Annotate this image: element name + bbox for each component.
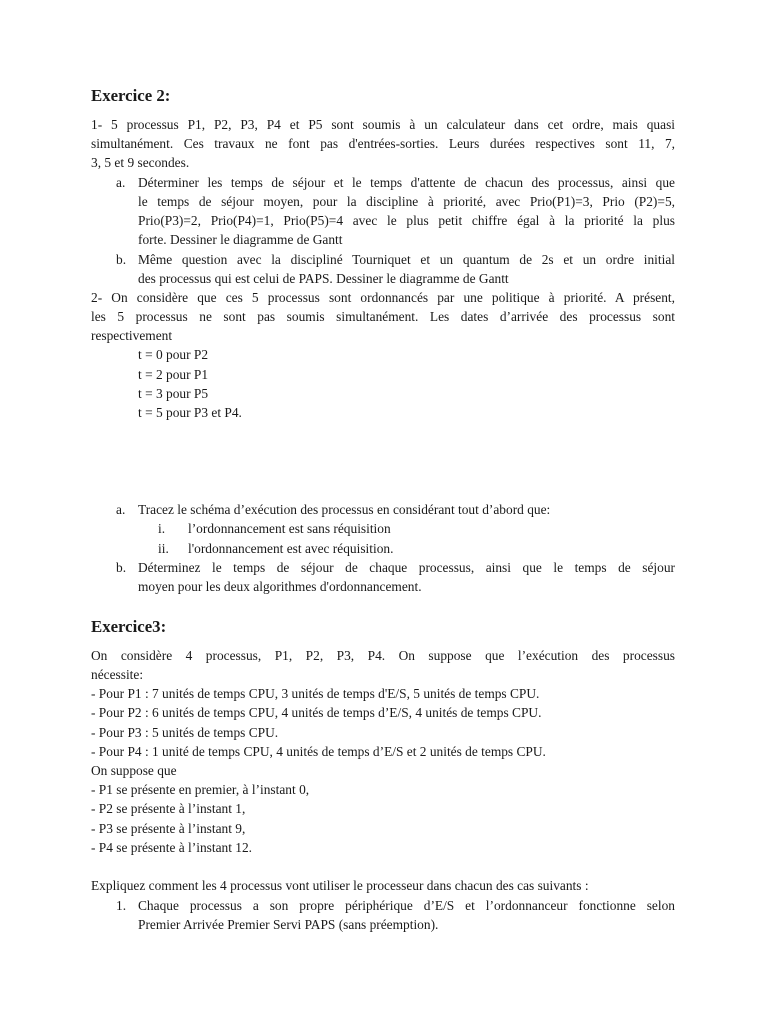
ex2-item-a-line-4: forte. Dessiner le diagramme de Gantt	[138, 232, 343, 247]
ex2-subitem-i-text: l’ordonnancement est sans réquisition	[188, 521, 391, 536]
ex2-item-a-line-3: Prio(P3)=2, Prio(P4)=1, Prio(P5)=4 avec le plus petit chiffre égal à la priorité la plus	[138, 213, 675, 228]
ex3-intro-line-2: nécessite:	[91, 667, 144, 682]
ex3-arrival-p2: - P2 se présente à l’instant 1,	[91, 801, 246, 816]
arrival-time-p1: t = 2 pour P1	[138, 367, 209, 382]
ex2-subitem-ii-text: l'ordonnancement est avec réquisition.	[188, 541, 394, 556]
ex2-question-b-marker: b.	[116, 560, 127, 575]
ex2-item-a-marker: a.	[116, 175, 126, 190]
ex3-intro-line-1: On considère 4 processus, P1, P2, P3, P4. On suppose que l’exécution des processus	[91, 648, 675, 663]
ex2-subitem-ii-marker: ii.	[158, 541, 169, 556]
ex3-item-1-line-2: Premier Arrivée Premier Servi PAPS (sans préemption).	[138, 917, 439, 932]
ex2-paragraph-1-line-2: simultanément. Ces travaux ne font pas d'entrées-sorties. Leurs durées respectives sont 11, 7,	[91, 136, 675, 151]
ex3-explain-question: Expliquez comment les 4 processus vont utiliser le processeur dans chacun des cas suivants :	[91, 878, 589, 893]
ex2-question-b-line-1: Déterminez le temps de séjour de chaque processus, ainsi que le temps de séjour	[138, 560, 675, 575]
ex3-need-p1: - Pour P1 : 7 unités de temps CPU, 3 unités de temps d'E/S, 5 unités de temps CPU.	[91, 686, 540, 701]
ex3-arrival-p4: - P4 se présente à l’instant 12.	[91, 840, 253, 855]
ex2-question-b-line-2: moyen pour les deux algorithmes d'ordonnancement.	[138, 579, 422, 594]
arrival-time-p3-p4: t = 5 pour P3 et P4.	[138, 405, 242, 420]
ex2-item-b-line-2: des processus qui est celui de PAPS. Dessiner le diagramme de Gantt	[138, 271, 509, 286]
ex3-item-1-line-1: Chaque processus a son propre périphérique d’E/S et l’ordonnanceur fonctionne selon	[138, 898, 675, 913]
ex3-need-p4: - Pour P4 : 1 unité de temps CPU, 4 unités de temps d’E/S et 2 unités de temps CPU.	[91, 744, 546, 759]
ex3-arrival-p1: - P1 se présente en premier, à l’instant 0,	[91, 782, 310, 797]
ex2-paragraph-1-line-1: 1- 5 processus P1, P2, P3, P4 et P5 sont soumis à un calculateur dans cet ordre, mais quasi	[91, 117, 675, 132]
ex3-item-1-marker: 1.	[116, 898, 127, 913]
ex2-paragraph-2-line-3: respectivement	[91, 328, 173, 343]
exercise-2-heading: Exercice 2:	[91, 86, 171, 105]
ex2-question-a-text: Tracez le schéma d’exécution des processus en considérant tout d’abord que:	[138, 502, 551, 517]
ex2-item-b-marker: b.	[116, 252, 127, 267]
ex2-item-a-line-2: le temps de séjour moyen, pour la discipline à priorité, avec Prio(P1)=3, Prio (P2)=5,	[138, 194, 675, 209]
ex2-subitem-i-marker: i.	[158, 521, 166, 536]
ex3-arrival-p3: - P3 se présente à l’instant 9,	[91, 821, 246, 836]
ex3-need-p2: - Pour P2 : 6 unités de temps CPU, 4 unités de temps d’E/S, 4 unités de temps CPU.	[91, 705, 542, 720]
ex2-paragraph-2-line-1: 2- On considère que ces 5 processus sont ordonnancés par une politique à priorité. A présent,	[91, 290, 675, 305]
exercise-3-heading: Exercice3:	[91, 617, 167, 636]
arrival-time-p2: t = 0 pour P2	[138, 347, 209, 362]
ex2-item-b-line-1: Même question avec la discipliné Tourniquet et un quantum de 2s et un ordre initial	[138, 252, 675, 267]
ex3-suppose-label: On suppose que	[91, 763, 177, 778]
ex2-item-a-line-1: Déterminer les temps de séjour et le temps d'attente de chacun des processus, ainsi que	[138, 175, 675, 190]
ex3-need-p3: - Pour P3 : 5 unités de temps CPU.	[91, 725, 279, 740]
ex2-question-a-marker: a.	[116, 502, 126, 517]
ex2-paragraph-2-line-2: les 5 processus ne sont pas soumis simultanément. Les dates d’arrivée des processus sont	[91, 309, 675, 324]
ex2-paragraph-1-line-3: 3, 5 et 9 secondes.	[91, 155, 190, 170]
arrival-time-p5: t = 3 pour P5	[138, 386, 209, 401]
